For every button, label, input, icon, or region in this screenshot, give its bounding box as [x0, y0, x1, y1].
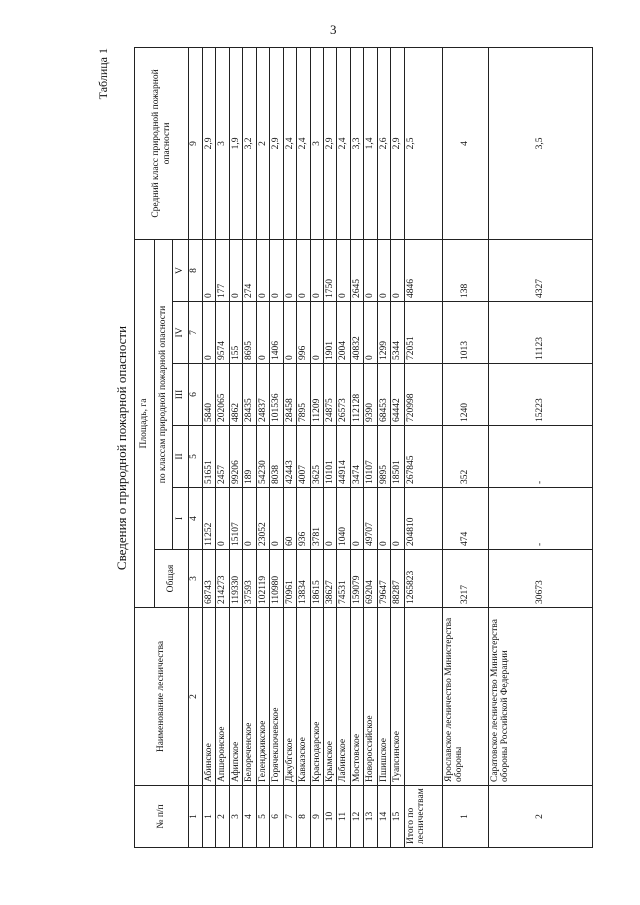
ministry-row: [488, 47, 592, 847]
row-value: 10101: [323, 426, 336, 488]
table-row: [364, 47, 377, 847]
row-value: 60: [283, 488, 296, 550]
row-value: 70961: [283, 550, 296, 608]
row-value: 79647: [377, 550, 390, 608]
row-number: 11: [337, 786, 350, 848]
row-avg-class: 3: [310, 47, 323, 239]
row-value: 202065: [216, 364, 229, 426]
header-class-2: II: [173, 426, 189, 488]
row-number: 2: [216, 786, 229, 848]
row-value: 0: [377, 239, 390, 301]
row-number: 15: [391, 786, 404, 848]
row-value: 0: [391, 488, 404, 550]
row-value: 8038: [270, 426, 283, 488]
row-value: 18501: [391, 426, 404, 488]
row-value: 189: [243, 426, 256, 488]
row-value: 138: [442, 239, 488, 301]
table-row: [350, 47, 363, 847]
row-value: 11252: [203, 488, 216, 550]
row-name: Абинское: [203, 608, 216, 786]
row-avg-class: 3,2: [243, 47, 256, 239]
row-name: Горячеключевское: [270, 608, 283, 786]
row-value: 0: [297, 239, 310, 301]
row-value: 274: [243, 239, 256, 301]
row-number: 3: [229, 786, 242, 848]
row-value: 5344: [391, 302, 404, 364]
row-value: 0: [310, 302, 323, 364]
row-value: 1040: [337, 488, 350, 550]
row-value: 99206: [229, 426, 242, 488]
total-value: 204810: [404, 488, 442, 550]
header-class-3: III: [173, 364, 189, 426]
row-name: Новороссийское: [364, 608, 377, 786]
row-number: 1: [442, 786, 488, 848]
row-value: 1013: [442, 302, 488, 364]
row-number: 10: [323, 786, 336, 848]
table-row: [203, 47, 216, 847]
header-class-1: I: [173, 488, 189, 550]
col-number: 6: [189, 364, 203, 426]
header-num: № п/п: [135, 786, 189, 848]
row-name: Лабинское: [337, 608, 350, 786]
row-avg-class: 2,9: [203, 47, 216, 239]
row-value: 11123: [488, 302, 592, 364]
header-class-5: V: [173, 239, 189, 301]
row-value: 51651: [203, 426, 216, 488]
row-avg-class: 1,4: [364, 47, 377, 239]
row-avg-class: 2,4: [283, 47, 296, 239]
row-number: 6: [270, 786, 283, 848]
document-title: Сведения о природной пожарной опасности: [114, 325, 129, 571]
row-name: Геленджикское: [256, 608, 269, 786]
row-name: Туапсинское: [391, 608, 404, 786]
header-name: Наименование лесничества: [135, 608, 189, 786]
total-value: 4846: [404, 239, 442, 301]
row-value: 101536: [270, 364, 283, 426]
row-avg-class: 3,5: [488, 47, 592, 239]
row-value: 28458: [283, 364, 296, 426]
page-number: 3: [330, 22, 337, 37]
col-number: 7: [189, 302, 203, 364]
row-value: -: [488, 488, 592, 550]
row-value: 37593: [243, 550, 256, 608]
row-avg-class: 2,9: [323, 47, 336, 239]
table-row: [391, 47, 404, 847]
total-row: [404, 47, 442, 847]
col-number: 5: [189, 426, 203, 488]
row-value: 69204: [364, 550, 377, 608]
row-value: 0: [270, 239, 283, 301]
row-value: 15223: [488, 364, 592, 426]
row-value: 28435: [243, 364, 256, 426]
table-row: [377, 47, 390, 847]
row-name: Краснодарское: [310, 608, 323, 786]
row-number: 7: [283, 786, 296, 848]
row-value: 3217: [442, 550, 488, 608]
total-value: 72051: [404, 302, 442, 364]
table-label: Таблица 1: [96, 48, 110, 100]
row-value: 0: [391, 239, 404, 301]
rotated-content: [96, 48, 546, 848]
row-value: 352: [442, 426, 488, 488]
row-name: Белореченское: [243, 608, 256, 786]
row-value: 0: [216, 488, 229, 550]
row-value: 30673: [488, 550, 592, 608]
row-number: 8: [297, 786, 310, 848]
fire-danger-table: [134, 47, 593, 848]
row-value: 214273: [216, 550, 229, 608]
row-name: Саратовское лесничество Министерства обороны Российской Федерации: [488, 608, 592, 786]
title-block: [96, 48, 128, 848]
row-number: 5: [256, 786, 269, 848]
col-number: 2: [189, 608, 203, 786]
row-value: 0: [377, 488, 390, 550]
row-value: 42443: [283, 426, 296, 488]
row-avg-class: 3: [216, 47, 229, 239]
row-value: 18615: [310, 550, 323, 608]
header-total: Общая: [155, 550, 189, 608]
row-value: 5840: [203, 364, 216, 426]
table-row: [297, 47, 310, 847]
total-value: 1265823: [404, 550, 442, 608]
row-value: 4862: [229, 364, 242, 426]
row-name: Ярославское лесничество Министерства обороны: [442, 608, 488, 786]
row-name: Апшеронское: [216, 608, 229, 786]
row-value: 74531: [337, 550, 350, 608]
row-number: 9: [310, 786, 323, 848]
header-class-4: IV: [173, 302, 189, 364]
row-value: 38627: [323, 550, 336, 608]
row-value: 1406: [270, 302, 283, 364]
total-value: 267845: [404, 426, 442, 488]
row-name: Пшишское: [377, 608, 390, 786]
row-value: 4007: [297, 426, 310, 488]
row-value: 0: [350, 488, 363, 550]
row-value: 0: [203, 239, 216, 301]
header-avg-class: Средний класс природной пожарной опасности: [135, 47, 189, 239]
row-value: 159079: [350, 550, 363, 608]
row-avg-class: 2,6: [377, 47, 390, 239]
row-value: 9895: [377, 426, 390, 488]
row-avg-class: 2,9: [270, 47, 283, 239]
row-value: 1299: [377, 302, 390, 364]
row-value: 0: [256, 302, 269, 364]
row-value: 1240: [442, 364, 488, 426]
table-row: [229, 47, 242, 847]
total-spacer: [404, 608, 442, 786]
row-value: 112128: [350, 364, 363, 426]
row-avg-class: 3,3: [350, 47, 363, 239]
row-value: 49707: [364, 488, 377, 550]
row-value: 9574: [216, 302, 229, 364]
row-value: 2645: [350, 239, 363, 301]
row-value: 54230: [256, 426, 269, 488]
row-value: 2004: [337, 302, 350, 364]
total-avg-class: 2,5: [404, 47, 442, 239]
row-value: 0: [270, 488, 283, 550]
row-number: 12: [350, 786, 363, 848]
table-row: [270, 47, 283, 847]
row-value: 1901: [323, 302, 336, 364]
row-avg-class: 1,9: [229, 47, 242, 239]
row-avg-class: 2,4: [337, 47, 350, 239]
row-value: 155: [229, 302, 242, 364]
row-value: 0: [256, 239, 269, 301]
row-value: 0: [323, 488, 336, 550]
row-number: 1: [203, 786, 216, 848]
table-row: [283, 47, 296, 847]
row-value: 23052: [256, 488, 269, 550]
row-value: 11209: [310, 364, 323, 426]
ministry-row: [442, 47, 488, 847]
header-by-class: по классам природной пожарной опасности: [155, 239, 173, 549]
row-value: 64442: [391, 364, 404, 426]
row-value: 44914: [337, 426, 350, 488]
row-value: 9390: [364, 364, 377, 426]
row-value: 0: [364, 239, 377, 301]
row-value: 474: [442, 488, 488, 550]
row-value: 110980: [270, 550, 283, 608]
row-value: -: [488, 426, 592, 488]
row-value: 0: [310, 239, 323, 301]
row-value: 13834: [297, 550, 310, 608]
row-value: 102119: [256, 550, 269, 608]
total-value: 720998: [404, 364, 442, 426]
row-number: 14: [377, 786, 390, 848]
row-value: 24875: [323, 364, 336, 426]
row-value: 15107: [229, 488, 242, 550]
table-row: [310, 47, 323, 847]
row-value: 88287: [391, 550, 404, 608]
row-value: 24837: [256, 364, 269, 426]
table-row: [323, 47, 336, 847]
row-value: 0: [364, 302, 377, 364]
col-number: 3: [189, 550, 203, 608]
row-value: 68743: [203, 550, 216, 608]
row-value: 3625: [310, 426, 323, 488]
row-avg-class: 2: [256, 47, 269, 239]
row-avg-class: 4: [442, 47, 488, 239]
row-avg-class: 2,9: [391, 47, 404, 239]
row-number: 4: [243, 786, 256, 848]
row-value: 0: [229, 239, 242, 301]
row-name: Кавказское: [297, 608, 310, 786]
col-number: 4: [189, 488, 203, 550]
row-number: 2: [488, 786, 592, 848]
row-value: 177: [216, 239, 229, 301]
row-avg-class: 2,4: [297, 47, 310, 239]
table-row: [256, 47, 269, 847]
row-number: 13: [364, 786, 377, 848]
row-value: 3474: [350, 426, 363, 488]
row-value: 1750: [323, 239, 336, 301]
table-row: [337, 47, 350, 847]
row-value: 7895: [297, 364, 310, 426]
col-number: 9: [189, 47, 203, 239]
row-value: 0: [243, 488, 256, 550]
table-body: [203, 47, 593, 847]
table-row: [243, 47, 256, 847]
header-area: Площадь, га: [135, 239, 155, 607]
row-value: 996: [297, 302, 310, 364]
row-value: 0: [283, 302, 296, 364]
row-value: 0: [337, 239, 350, 301]
row-name: Крымское: [323, 608, 336, 786]
row-value: 40832: [350, 302, 363, 364]
col-number: 1: [189, 786, 203, 848]
row-value: 10107: [364, 426, 377, 488]
row-value: 0: [203, 302, 216, 364]
table-row: [216, 47, 229, 847]
row-name: Мостовское: [350, 608, 363, 786]
row-value: 3781: [310, 488, 323, 550]
row-value: 2457: [216, 426, 229, 488]
row-value: 119330: [229, 550, 242, 608]
row-value: 68453: [377, 364, 390, 426]
total-label: Итого по лесничествам: [404, 786, 442, 848]
col-number: 8: [189, 239, 203, 301]
row-name: Джубгское: [283, 608, 296, 786]
row-value: 8695: [243, 302, 256, 364]
row-name: Афипское: [229, 608, 242, 786]
row-value: 26573: [337, 364, 350, 426]
row-value: 0: [283, 239, 296, 301]
row-value: 936: [297, 488, 310, 550]
row-value: 4327: [488, 239, 592, 301]
